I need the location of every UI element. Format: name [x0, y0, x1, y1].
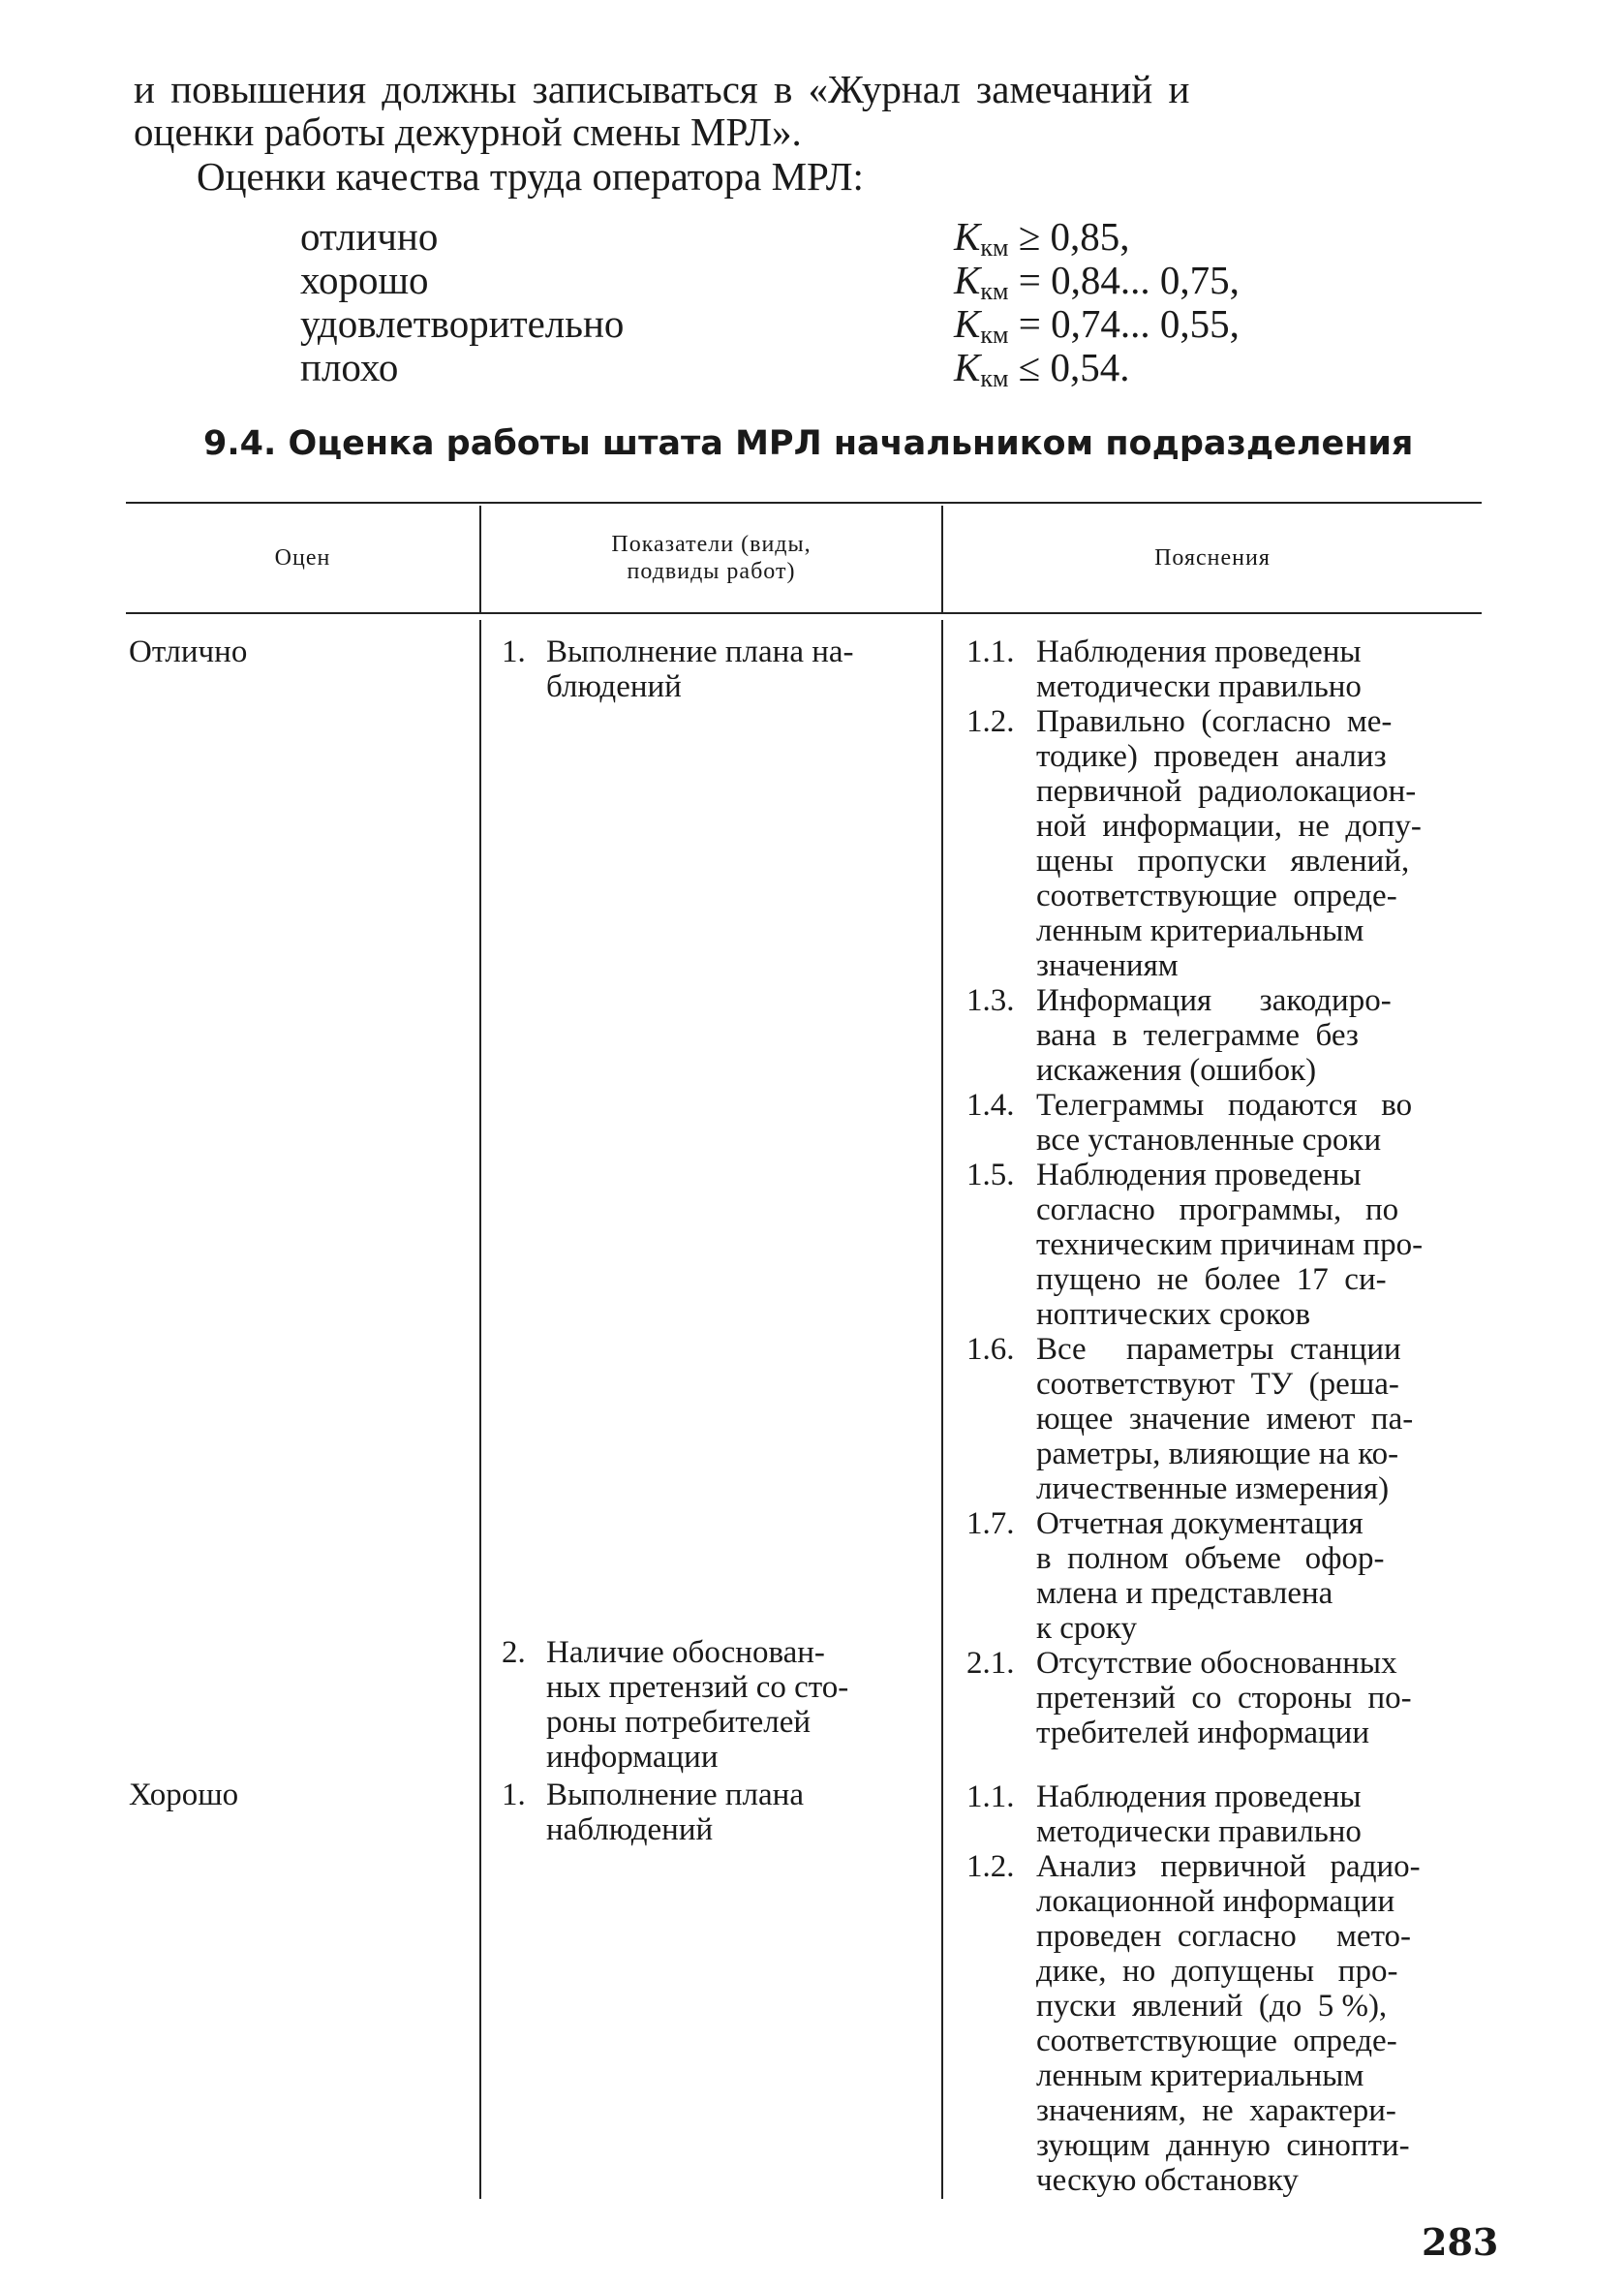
intro-line-2: оценки работы дежурной смены МРЛ». [134, 109, 802, 154]
table-header-rule [126, 612, 1482, 614]
section-heading: 9.4. Оценка работы штата МРЛ начальником подразделения [203, 424, 1414, 463]
grade-name: плохо [300, 345, 399, 389]
table-top-rule [126, 502, 1482, 504]
grade-name: хорошо [300, 258, 429, 302]
table-header-grade: Оцен [274, 545, 331, 571]
grade-condition: Kкм ≤ 0,54. [954, 345, 1130, 392]
grade-condition: Kкм ≥ 0,85, [954, 214, 1130, 262]
intro-line-3: Оценки качества труда оператора МРЛ: [197, 154, 864, 199]
table-grade-cell: Хорошо [129, 1778, 239, 1812]
grade-condition: Kкм = 0,74... 0,55, [954, 301, 1240, 349]
grade-condition: Kкм = 0,84... 0,75, [954, 258, 1240, 305]
table-column-divider [941, 620, 943, 2199]
table-header-notes: Пояснения [1154, 545, 1271, 571]
table-grade-cell: Отлично [129, 634, 248, 669]
table-header-indicators: Показатели (виды, подвиды работ) [611, 532, 812, 584]
intro-line-1: и повышения должны записываться в «Журнал замечаний и [134, 67, 1190, 111]
grade-name: отлично [300, 214, 439, 259]
table-column-divider [479, 620, 481, 2199]
grade-name: удовлетворительно [300, 301, 625, 346]
page-number: 283 [1422, 2220, 1499, 2264]
